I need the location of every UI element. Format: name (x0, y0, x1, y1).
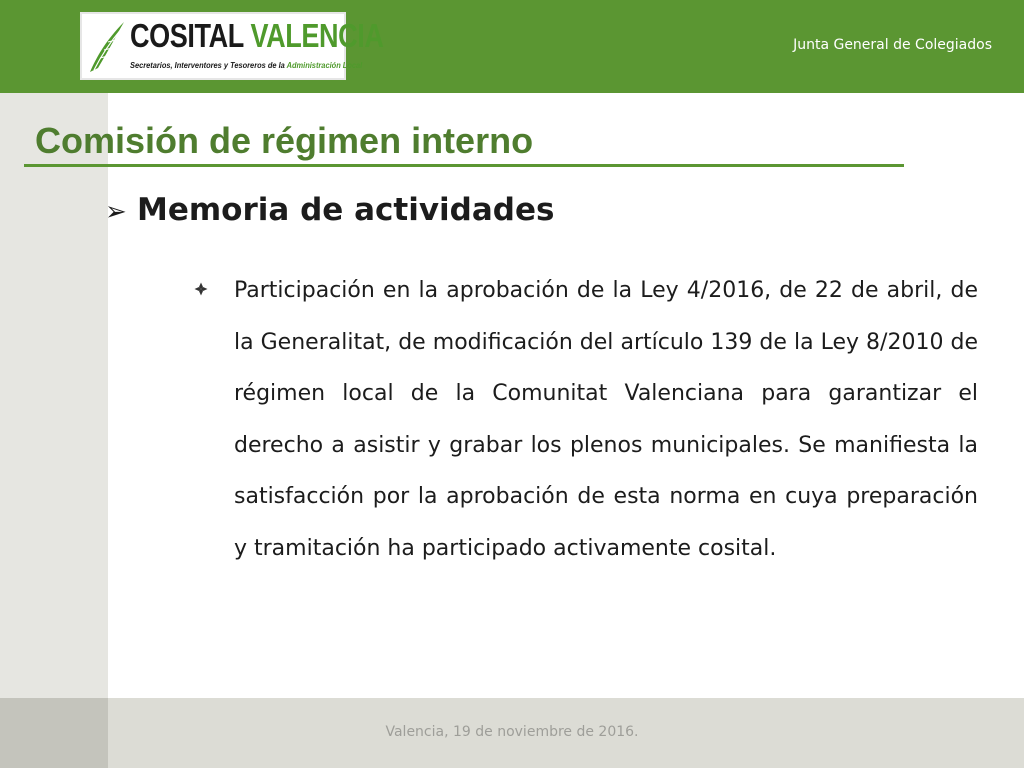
title-underline (24, 164, 904, 167)
logo-title (130, 16, 384, 56)
arrow-bullet-icon: ➢ (105, 197, 127, 227)
logo-title-cosital: COSITAL (130, 17, 244, 54)
diamond-bullet-icon (194, 282, 208, 296)
logo-title-valencia: VALENCIA (250, 17, 384, 54)
slide-title: Comisión de régimen interno (35, 120, 534, 161)
section-heading-text: Memoria de actividades (137, 192, 555, 228)
logo-subtitle-main: Secretarios, Interventores y Tesoreros de la (130, 61, 287, 70)
bullet-paragraph: Participación en la aprobación de la Ley 4/2016, de 22 de abril, de la Generalitat, de modificación del artículo 139 de la Ley 8/2010 de régimen local de la Comunitat Valenciana para garantizar el derecho a asistir y grabar los plenos municipales. Se manifiesta la satisfacción por la aprobación de esta norma en cuya preparación y tramitación ha participado activamente cosital. (234, 278, 978, 561)
footer-date: Valencia, 19 de noviembre de 2016. (385, 724, 639, 740)
logo-subtitle-accent: Administración Local (286, 61, 363, 70)
left-sidebar-strip (0, 93, 108, 698)
quill-icon (86, 18, 128, 76)
meeting-title: Junta General de Colegiados (793, 37, 992, 53)
logo-subtitle (130, 61, 362, 70)
header-bar (0, 0, 1024, 93)
section-heading (105, 192, 554, 228)
cosital-logo (80, 12, 384, 80)
